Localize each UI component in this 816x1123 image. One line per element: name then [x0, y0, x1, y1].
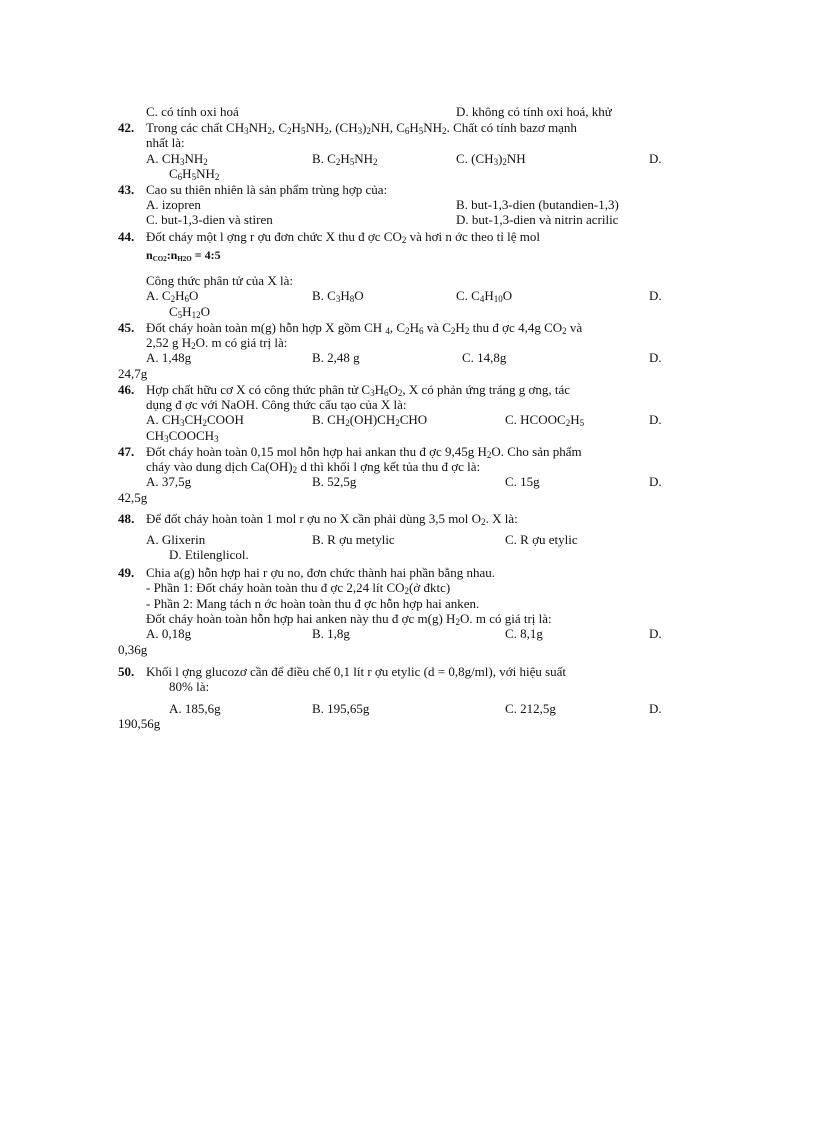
q42-option-d: $C_6H_5NH_2$ [169, 166, 220, 182]
q46-option-b: B. $CH_2(OH)CH_2CHO$ [312, 412, 428, 428]
q46-stem-line2: dụng đ ợc với NaOH. Công thức cấu tạo của X là: [146, 397, 407, 412]
q46-stem-line1: Hợp chất hữu cơ X có công thức phân tử $C_3H_6O_2$, X có phản ứng tráng g ơng, tác [146, 382, 571, 398]
q47-option-d: 42,5g [118, 490, 148, 505]
q50-option-c: C. 212,5g [505, 701, 556, 716]
q49-option-c: C. 8,1g [505, 626, 543, 641]
q47-number: 47. [118, 444, 135, 459]
q48-option-c: C. R ợu etylic [505, 532, 578, 547]
q47-option-b: B. 52,5g [312, 474, 357, 489]
q49-option-a: A. 0,18g [146, 626, 192, 641]
q41-option-c: C. có tính oxi hoá [146, 104, 239, 119]
q50-stem-line2: 80% là: [169, 679, 210, 694]
q45-option-c: C. 14,8g [462, 350, 507, 365]
q45-option-a: A. 1,48g [146, 350, 192, 365]
q42-option-d-label: D. [649, 151, 662, 166]
q50-option-d-label: D. [649, 701, 662, 716]
q43-stem: Cao su thiên nhiên là sản phẩm trùng hợp của: [146, 182, 388, 197]
q46-option-d: $CH_3COOCH_3$ [146, 428, 219, 444]
q45-number: 45. [118, 320, 135, 335]
q46-number: 46. [118, 382, 135, 397]
q50-stem-line1: Khối l ợng glucozơ cần để điều chế 0,1 lít r ợu etylic (d = 0,8g/ml), với hiệu suất [146, 664, 567, 679]
q49-option-d: 0,36g [118, 642, 148, 657]
q43-option-d: D. but-1,3-dien và nitrin acrilic [456, 212, 619, 227]
q44-option-b: B. $C_3H_8O$ [312, 288, 364, 304]
q42-option-c: C. $(CH_3)_2NH$ [456, 151, 526, 167]
q50-option-a: A. 185,6g [169, 701, 221, 716]
q49-stem-line3: Đốt cháy hoàn toàn hỗn hợp hai anken này thu đ ợc m(g) $H_2O$. m có giá trị là: [146, 611, 552, 627]
q50-number: 50. [118, 664, 135, 679]
q46-option-c: C. $HCOOC_2H_5$ [505, 412, 585, 428]
q44-mole-ratio: $n_{CO2}:n_{H2O}$ = 4:5 [146, 248, 221, 263]
q43-option-b: B. but-1,3-dien (butandien-1,3) [456, 197, 619, 212]
q47-stem-line2: cháy vào dung dịch $Ca(OH)_2$ d thì khối l ợng kết tủa thu đ ợc là: [146, 459, 481, 475]
q47-option-d-label: D. [649, 474, 662, 489]
q49-part1: - Phần 1: Đốt cháy hoàn toàn thu đ ợc 2,24 lít $CO_2(ở$ đktc) [146, 580, 451, 596]
q47-option-c: C. 15g [505, 474, 540, 489]
q50-option-d: 190,56g [118, 716, 161, 731]
q49-stem: Chia a(g) hỗn hợp hai r ợu no, đơn chức thành hai phần bằng nhau. [146, 565, 495, 580]
q42-stem-line1: Trong các chất $CH_3NH_2$, $C_2H_5NH_2$, $(CH_3)_2NH$, $C_6H_5NH_2$. Chất có tính bazơ mạnh [146, 120, 577, 136]
q41-option-d: D. không có tính oxi hoá, khử [456, 104, 612, 119]
q49-option-d-label: D. [649, 626, 662, 641]
q48-option-a: A. Glixerin [146, 532, 206, 547]
q44-option-d: $C_5H_{12}O$ [169, 304, 210, 320]
q43-number: 43. [118, 182, 135, 197]
q44-option-c: C. $C_4H_{10}O$ [456, 288, 513, 304]
q50-option-b: B. 195,65g [312, 701, 370, 716]
q48-option-d: D. Etilenglicol. [169, 547, 249, 562]
q48-option-b: B. R ợu metylic [312, 532, 395, 547]
q49-number: 49. [118, 565, 135, 580]
q49-part2: - Phần 2: Mang tách n ớc hoàn toàn thu đ ợc hỗn hợp hai anken. [146, 596, 480, 611]
q45-option-d-label: D. [649, 350, 662, 365]
q47-option-a: A. 37,5g [146, 474, 192, 489]
q47-stem-line1: Đốt cháy hoàn toàn 0,15 mol hỗn hợp hai ankan thu đ ợc 9,45g $H_2O$. Cho sản phẩm [146, 444, 582, 460]
q45-stem-line2: 2,52 g $H_2O$. m có giá trị là: [146, 335, 288, 351]
q48-number: 48. [118, 511, 135, 526]
q48-stem: Để đốt cháy hoàn toàn 1 mol r ợu no X cần phải dùng 3,5 mol $O_2$. X là: [146, 511, 518, 527]
q46-option-d-label: D. [649, 412, 662, 427]
q49-option-b: B. 1,8g [312, 626, 350, 641]
q44-option-a: A. $C_2H_6O$ [146, 288, 199, 304]
q45-stem-line1: Đốt cháy hoàn toàn m(g) hỗn hợp X gồm CH $_4$, $C_2H_6$ và $C_2H_2$ thu đ ợc 4,4g $CO_2$ và [146, 320, 583, 336]
q45-option-d: 24,7g [118, 366, 148, 381]
q44-stem-line2: Công thức phân tử của X là: [146, 273, 293, 288]
q42-option-b: B. $C_2H_5NH_2$ [312, 151, 378, 167]
q42-option-a: A. $CH_3NH_2$ [146, 151, 208, 167]
q46-option-a: A. $CH_3CH_2COOH$ [146, 412, 244, 428]
q43-option-c: C. but-1,3-dien và stiren [146, 212, 273, 227]
q44-number: 44. [118, 229, 135, 244]
q42-number: 42. [118, 120, 135, 135]
q42-stem-line2: nhất là: [146, 135, 185, 150]
q45-option-b: B. 2,48 g [312, 350, 360, 365]
q44-stem-line1: Đốt cháy một l ợng r ợu đơn chức X thu đ ợc $CO_2$ và hơi n ớc theo tỉ lệ mol [146, 229, 540, 245]
q44-option-d-label: D. [649, 288, 662, 303]
q43-option-a: A. izopren [146, 197, 201, 212]
